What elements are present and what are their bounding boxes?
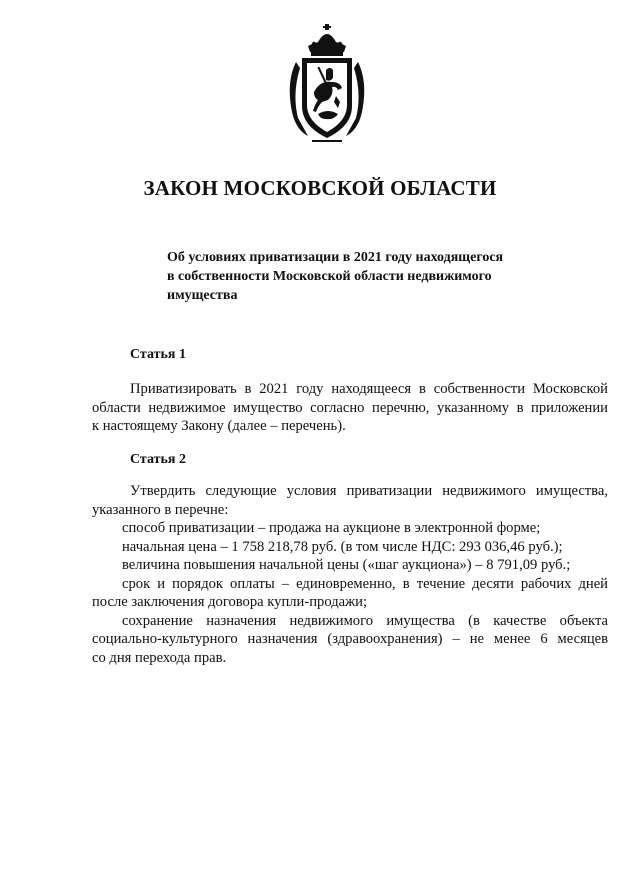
paragraph-line: со дня перехода прав. bbox=[92, 649, 227, 666]
paragraph-line: начальная цена – 1 758 218,78 руб. (в том числе НДС: 293 036,46 руб.); bbox=[122, 538, 563, 555]
subtitle-line: Об условиях приватизации в 2021 году находящегося bbox=[167, 250, 504, 265]
article-2-text bbox=[92, 482, 608, 667]
paragraph-line: после заключения договора купли-продажи; bbox=[92, 594, 368, 610]
paragraph-line: области недвижимое имущество согласно перечню, указанному в приложении bbox=[92, 399, 608, 416]
paragraph-line: социально-культурного назначения (здравоохранения) – не менее 6 месяцев bbox=[92, 631, 608, 647]
subtitle-line: в собственности Московской области недвижимого bbox=[167, 269, 492, 284]
article-1-text bbox=[92, 380, 608, 436]
document-title: ЗАКОН МОСКОВСКОЙ ОБЛАСТИ bbox=[143, 176, 497, 200]
paragraph-line: Приватизировать в 2021 году находящееся в собственности Московской bbox=[130, 381, 608, 397]
coat-of-arms-emblem bbox=[278, 22, 376, 146]
paragraph-line: срок и порядок оплаты – единовременно, в течение десяти рабочих дней bbox=[122, 575, 608, 592]
document-subtitle bbox=[167, 248, 537, 305]
paragraph-line: сохранение назначения недвижимого имущества (в качестве объекта bbox=[122, 612, 608, 629]
paragraph-line: указанного в перечне: bbox=[92, 501, 229, 518]
paragraph-line: величина повышения начальной цены («шаг аукциона») – 8 791,09 руб.; bbox=[122, 557, 571, 573]
subtitle-line: имущества bbox=[167, 288, 238, 303]
article-2-heading: Статья 2 bbox=[130, 452, 186, 467]
paragraph-line: к настоящему Закону (далее – перечень). bbox=[92, 418, 346, 434]
article-1-heading: Статья 1 bbox=[130, 347, 186, 362]
paragraph-line: Утвердить следующие условия приватизации недвижимого имущества, bbox=[130, 483, 608, 499]
paragraph-line: способ приватизации – продажа на аукционе в электронной форме; bbox=[122, 520, 541, 536]
